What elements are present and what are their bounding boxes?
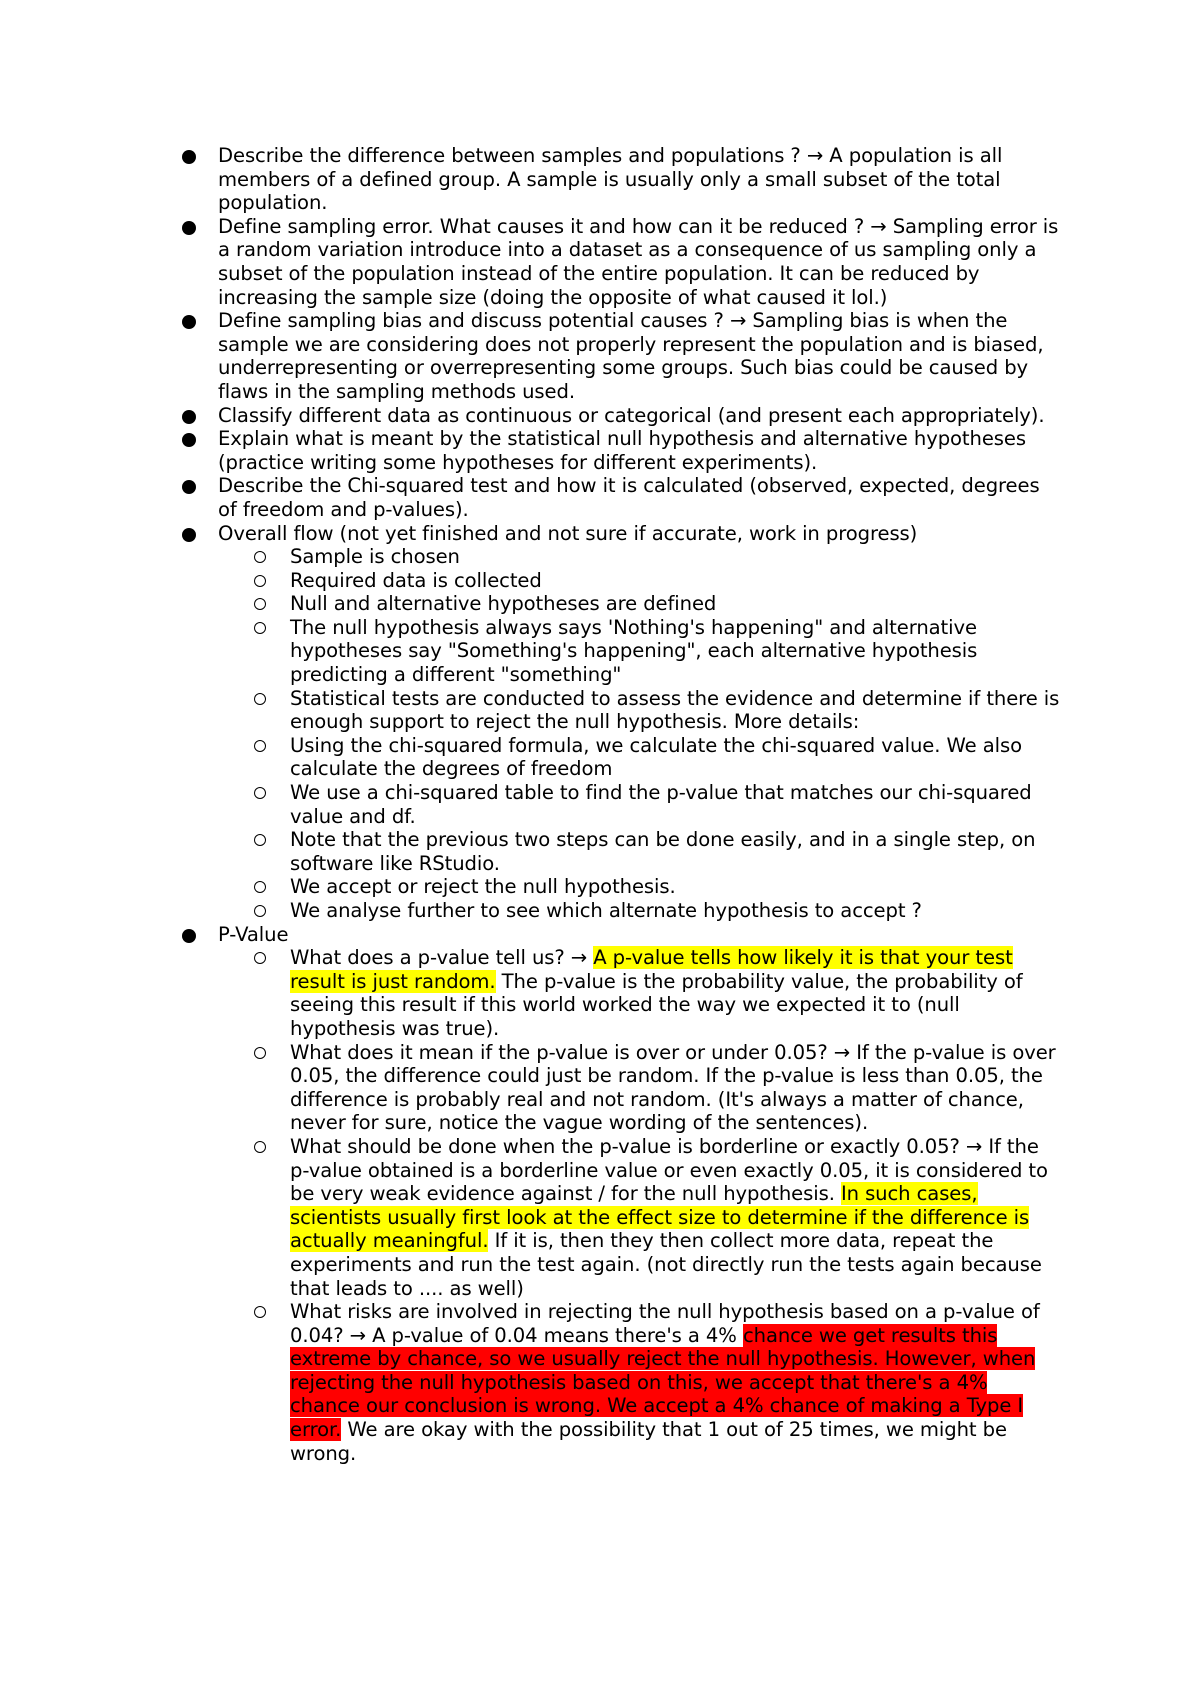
sublist-item (182, 946, 1062, 1040)
circle-bullet-icon (254, 905, 266, 917)
item-text: Define sampling bias and discuss potential causes ? → Sampling bias is when the sample we are considering does not properly represent the population and is biased, underrepresenting or overrepresenting some groups. Such bias could be caused by flaws in the sampling methods used. (218, 309, 1044, 403)
sublist-item (182, 1300, 1062, 1465)
study-questions-list (182, 144, 1062, 1465)
sublist-item (182, 616, 1062, 687)
sublist-item (182, 569, 1062, 593)
sublist-item (182, 545, 1062, 569)
list-item (182, 215, 1062, 309)
circle-bullet-icon (254, 693, 266, 705)
document-body (182, 144, 1062, 1465)
sub-item-text: We analyse further to see which alternate hypothesis to accept ? (290, 899, 922, 922)
bullet-icon (182, 433, 196, 447)
circle-bullet-icon (254, 881, 266, 893)
sub-item-text: What does a p-value tell us? → (290, 946, 594, 970)
sublist-item (182, 734, 1062, 781)
circle-bullet-icon (254, 551, 266, 563)
list-item-p-value (182, 923, 1062, 1466)
sub-item-text: What risks are involved in rejecting the null hypothesis based on a p-value of 0.04? → A p-value of 0.04 means there's a 4% (290, 1300, 1040, 1347)
sub-item-text: Using the chi-squared formula, we calculate the chi-squared value. We also calculate the degrees of freedom (290, 733, 1022, 781)
bullet-icon (182, 315, 196, 329)
sub-item-text: What should be done when the p-value is borderline or exactly 0.05? → If the p-value obtained is a borderline value or even exactly 0.05, it is considered to be very weak evidence against / for the null hypothesis. (290, 1134, 1048, 1206)
circle-bullet-icon (254, 1047, 266, 1059)
circle-bullet-icon (254, 622, 266, 634)
sub-item-text: What does it mean if the p-value is over or under 0.05? → If the p-value is over 0.05, the difference could just be random. If the p-value is less than 0.05, the difference is probably real and not random. (It's always a matter of chance, never for sure, notice the vague wording of the sentences). (290, 1040, 1056, 1135)
sub-item-text: The p-value is the probability value, the probability of seeing this result if this world worked the way we expected it to (null hypothesis was true). (290, 969, 1023, 1040)
circle-bullet-icon (254, 1306, 266, 1318)
sublist-item (182, 687, 1062, 734)
sub-item-text: The null hypothesis always says 'Nothing's happening" and alternative hypotheses say "Something's happening", each alternative hypothesis predicting a different "something" (290, 615, 978, 687)
item-text: Describe the Chi-squared test and how it is calculated (observed, expected, degrees of freedom and p-values). (218, 474, 1040, 521)
item-text: Describe the difference between samples and populations ? → A population is all members of a defined group. A sample is usually only a small subset of the total population. (218, 144, 1003, 215)
list-item (182, 474, 1062, 521)
sub-item-text: Sample is chosen (290, 545, 460, 569)
list-item (182, 144, 1062, 215)
circle-bullet-icon (254, 1141, 266, 1153)
red-highlight: chance we get results this extreme by chance, so we usually reject the null hypothesis. However, when rejecting the null hypothesis based on this, we accept that there's a 4% chance our conclusion is wrong. We accept a 4% chance of making a Type I error. (290, 1323, 1036, 1442)
sub-item-text: Note that the previous two steps can be done easily, and in a single step, on software like RStudio. (290, 828, 1036, 875)
circle-bullet-icon (254, 787, 266, 799)
sublist-item (182, 1135, 1062, 1300)
sub-item-text: Statistical tests are conducted to assess the evidence and determine if there is enough support to reject the null hypothesis. More details: (290, 686, 1060, 734)
item-text: Overall flow (not yet finished and not sure if accurate, work in progress) (218, 521, 918, 545)
circle-bullet-icon (254, 740, 266, 752)
list-item (182, 427, 1062, 474)
sublist-item (182, 781, 1062, 828)
yellow-highlight: A p-value tells how likely it is that your test result is just random. (290, 946, 1013, 993)
circle-bullet-icon (254, 952, 266, 964)
list-item (182, 404, 1062, 428)
flow-sublist (218, 545, 1062, 923)
yellow-highlight: In such cases, scientists usually first look at the effect size to determine if the difference is actually meaningful. (290, 1182, 1030, 1253)
bullet-icon (182, 150, 196, 164)
sublist-item (182, 1041, 1062, 1135)
sub-item-text: Required data is collected (290, 568, 542, 592)
list-item-overall-flow (182, 522, 1062, 923)
sub-item-text: Null and alternative hypotheses are defined (290, 592, 717, 616)
sub-item-text: If it is, then they then collect more data, repeat the experiments and run the test again. (not directly run the tests again because that leads to .... as well) (290, 1229, 1042, 1300)
item-text: Classify different data as continuous or categorical (and present each appropriately). (218, 403, 1045, 427)
sublist-item (182, 899, 1062, 923)
item-text: Explain what is meant by the statistical null hypothesis and alternative hypotheses (practice writing some hypotheses for different experiments). (218, 427, 1026, 474)
sublist-item (182, 875, 1062, 899)
sublist-item (182, 828, 1062, 875)
item-text: P-Value (218, 922, 289, 946)
item-text: Define sampling error. What causes it and how can it be reduced ? → Sampling error is a random variation introduce into a dataset as a consequence of us sampling only a subset of the population instead of the entire population. It can be reduced by increasing the sample size (doing the opposite of what caused it lol.) (218, 214, 1059, 309)
bullet-icon (182, 410, 196, 424)
list-item (182, 309, 1062, 403)
p-value-sublist (218, 946, 1062, 1465)
bullet-icon (182, 528, 196, 542)
circle-bullet-icon (254, 575, 266, 587)
sub-item-text: We use a chi-squared table to find the p-value that matches our chi-squared value and df. (290, 781, 1032, 828)
bullet-icon (182, 480, 196, 494)
bullet-icon (182, 929, 196, 943)
bullet-icon (182, 221, 196, 235)
circle-bullet-icon (254, 834, 266, 846)
circle-bullet-icon (254, 598, 266, 610)
sub-item-text: We are okay with the possibility that 1 out of 25 times, we might be wrong. (290, 1418, 1007, 1465)
sub-item-text: We accept or reject the null hypothesis. (290, 875, 676, 899)
sublist-item (182, 592, 1062, 616)
